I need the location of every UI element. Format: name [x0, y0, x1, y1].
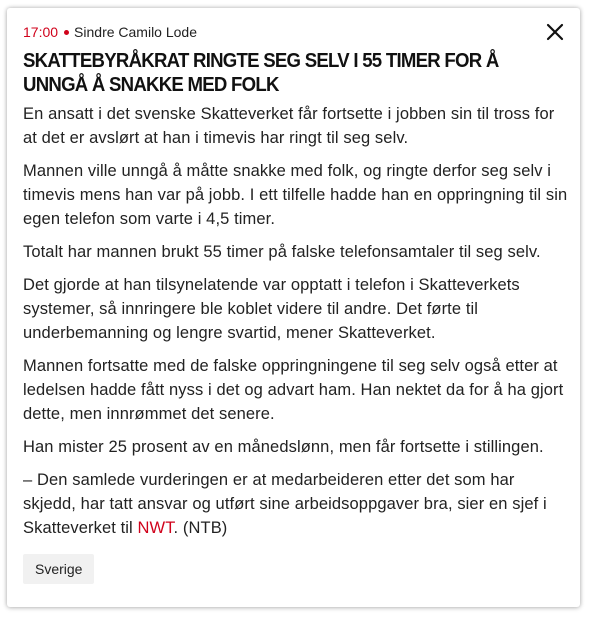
- article-paragraph: Mannen ville unngå å måtte snakke med folk, og ringte derfor seg selv i timevis mens han var på jobb. I ett tilfelle hadde han en oppringning til sin egen telefon som varte i 4,5 timer.: [23, 162, 568, 228]
- publish-time: 17:00: [23, 24, 59, 40]
- source-link[interactable]: NWT: [137, 519, 174, 537]
- close-icon: [546, 23, 564, 41]
- article-paragraph: Det gjorde at han tilsynelatende var opptatt i telefon i Skatteverkets systemer, så innringere ble koblet videre til andre. Det førte til underbemanning og lengre svartid, mener Skatteverket.: [23, 276, 520, 342]
- article-body: [23, 102, 568, 549]
- separator-dot: [64, 30, 69, 35]
- close-button[interactable]: [546, 23, 564, 41]
- article-paragraph: Han mister 25 prosent av en månedslønn, men får fortsette i stillingen.: [23, 438, 544, 456]
- quote-suffix: . (NTB): [173, 519, 228, 537]
- article-paragraph: Totalt har mannen brukt 55 timer på falske telefonsamtaler til seg selv.: [23, 243, 541, 261]
- article-headline: SKATTEBYRÅKRAT RINGTE SEG SELV I 55 TIMER FOR Å UNNGÅ Å SNAKKE MED FOLK: [23, 50, 499, 96]
- tag-button[interactable]: Sverige: [23, 554, 94, 584]
- quote-text: – Den samlede vurderingen er at medarbeideren etter det som har skjedd, har tatt ansvar og utført sine arbeidsoppgaver bra, sier en sjef i Skatteverket til: [23, 471, 547, 537]
- author-name: Sindre Camilo Lode: [74, 24, 198, 40]
- article-paragraph: En ansatt i det svenske Skatteverket får fortsette i jobben sin til tross for at det er avslørt at han i timevis har ringt til seg selv.: [23, 105, 555, 147]
- article-card: [7, 8, 580, 607]
- article-paragraph: Mannen fortsatte med de falske oppringningene til seg selv også etter at ledelsen hadde fått nyss i det og advart ham. Han nektet da for å ha gjort dette, men innrømmet det senere.: [23, 357, 564, 423]
- article-quote: [23, 468, 568, 540]
- article-meta: [23, 23, 197, 41]
